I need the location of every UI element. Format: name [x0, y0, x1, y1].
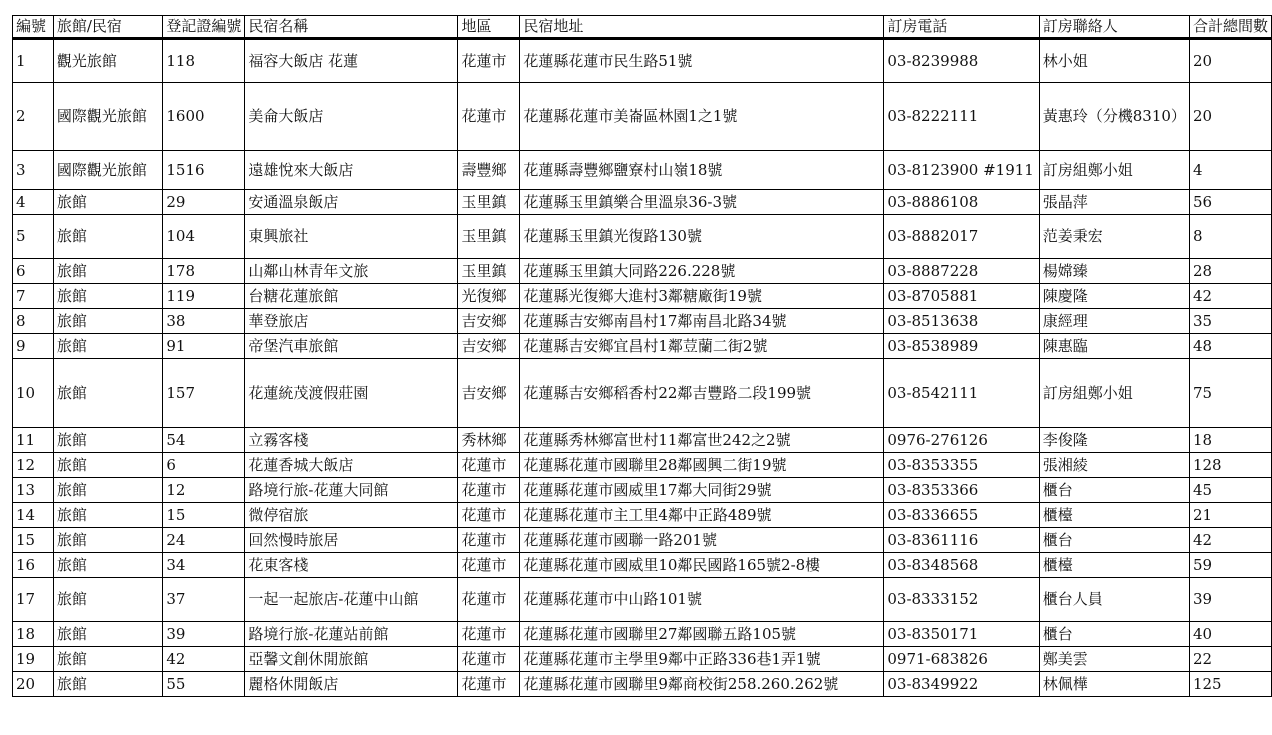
cell-rooms: 40	[1189, 622, 1271, 647]
cell-phone: 03-8886108	[884, 190, 1039, 215]
cell-contact: 訂房組鄭小姐	[1039, 359, 1189, 428]
header-name: 民宿名稱	[245, 16, 458, 39]
cell-no: 6	[13, 259, 54, 284]
header-address: 民宿地址	[520, 16, 884, 39]
cell-name: 帝堡汽車旅館	[245, 334, 458, 359]
cell-address: 花蓮縣玉里鎮樂合里溫泉36-3號	[520, 190, 884, 215]
cell-name: 微停宿旅	[245, 503, 458, 528]
cell-address: 花蓮縣花蓮市國威里17鄰大同街29號	[520, 478, 884, 503]
cell-area: 花蓮市	[458, 578, 520, 622]
table-row	[13, 553, 1272, 578]
cell-type: 旅館	[53, 503, 163, 528]
cell-name: 美侖大飯店	[245, 83, 458, 151]
cell-contact: 櫃檯	[1039, 503, 1189, 528]
cell-name: 山鄰山林青年文旅	[245, 259, 458, 284]
cell-contact: 張湘綾	[1039, 453, 1189, 478]
cell-address: 花蓮縣壽豐鄉鹽寮村山嶺18號	[520, 151, 884, 190]
cell-area: 玉里鎮	[458, 190, 520, 215]
cell-contact: 楊嫦臻	[1039, 259, 1189, 284]
cell-type: 旅館	[53, 284, 163, 309]
cell-phone: 03-8348568	[884, 553, 1039, 578]
cell-type: 旅館	[53, 334, 163, 359]
table-row	[13, 309, 1272, 334]
cell-address: 花蓮縣花蓮市主學里9鄰中正路336巷1弄1號	[520, 647, 884, 672]
cell-rooms: 18	[1189, 428, 1271, 453]
cell-rooms: 8	[1189, 215, 1271, 259]
table-row	[13, 478, 1272, 503]
header-row	[13, 16, 1272, 39]
cell-area: 秀林鄉	[458, 428, 520, 453]
cell-contact: 櫃台	[1039, 478, 1189, 503]
cell-type: 旅館	[53, 622, 163, 647]
cell-address: 花蓮縣花蓮市民生路51號	[520, 39, 884, 83]
cell-type: 國際觀光旅館	[53, 83, 163, 151]
cell-contact: 櫃台	[1039, 528, 1189, 553]
cell-contact: 訂房組鄭小姐	[1039, 151, 1189, 190]
cell-no: 9	[13, 334, 54, 359]
cell-name: 花蓮香城大飯店	[245, 453, 458, 478]
cell-registration: 55	[163, 672, 245, 697]
cell-contact: 陳慶隆	[1039, 284, 1189, 309]
cell-phone: 03-8882017	[884, 215, 1039, 259]
cell-type: 旅館	[53, 259, 163, 284]
cell-area: 光復鄉	[458, 284, 520, 309]
cell-contact: 李俊隆	[1039, 428, 1189, 453]
cell-phone: 03-8239988	[884, 39, 1039, 83]
cell-address: 花蓮縣花蓮市國聯里27鄰國聯五路105號	[520, 622, 884, 647]
cell-area: 玉里鎮	[458, 259, 520, 284]
table-row	[13, 622, 1272, 647]
cell-no: 10	[13, 359, 54, 428]
cell-phone: 03-8542111	[884, 359, 1039, 428]
cell-contact: 范姜秉宏	[1039, 215, 1189, 259]
table-body	[13, 39, 1272, 697]
cell-area: 壽豐鄉	[458, 151, 520, 190]
header-no: 編號	[13, 16, 54, 39]
cell-no: 19	[13, 647, 54, 672]
cell-registration: 29	[163, 190, 245, 215]
header-phone: 訂房電話	[884, 16, 1039, 39]
table-row	[13, 259, 1272, 284]
cell-area: 玉里鎮	[458, 215, 520, 259]
cell-rooms: 22	[1189, 647, 1271, 672]
header-type: 旅館/民宿	[53, 16, 163, 39]
cell-area: 花蓮市	[458, 478, 520, 503]
cell-no: 17	[13, 578, 54, 622]
cell-rooms: 4	[1189, 151, 1271, 190]
cell-no: 18	[13, 622, 54, 647]
cell-no: 3	[13, 151, 54, 190]
cell-name: 台糖花蓮旅館	[245, 284, 458, 309]
cell-registration: 1516	[163, 151, 245, 190]
header-contact: 訂房聯絡人	[1039, 16, 1189, 39]
table-row	[13, 151, 1272, 190]
cell-no: 16	[13, 553, 54, 578]
cell-name: 回然慢時旅居	[245, 528, 458, 553]
cell-address: 花蓮縣花蓮市美崙區林園1之1號	[520, 83, 884, 151]
cell-no: 15	[13, 528, 54, 553]
cell-phone: 03-8353366	[884, 478, 1039, 503]
cell-phone: 03-8513638	[884, 309, 1039, 334]
cell-area: 花蓮市	[458, 453, 520, 478]
table-row	[13, 39, 1272, 83]
cell-rooms: 59	[1189, 553, 1271, 578]
cell-phone: 03-8538989	[884, 334, 1039, 359]
cell-type: 旅館	[53, 478, 163, 503]
cell-contact: 櫃台	[1039, 622, 1189, 647]
cell-type: 國際觀光旅館	[53, 151, 163, 190]
cell-registration: 34	[163, 553, 245, 578]
cell-area: 花蓮市	[458, 39, 520, 83]
cell-phone: 03-8222111	[884, 83, 1039, 151]
cell-phone: 03-8350171	[884, 622, 1039, 647]
cell-phone: 03-8887228	[884, 259, 1039, 284]
cell-address: 花蓮縣秀林鄉富世村11鄰富世242之2號	[520, 428, 884, 453]
cell-registration: 178	[163, 259, 245, 284]
cell-phone: 03-8123900 #1911	[884, 151, 1039, 190]
cell-rooms: 28	[1189, 259, 1271, 284]
cell-rooms: 20	[1189, 39, 1271, 83]
cell-rooms: 42	[1189, 528, 1271, 553]
header-registration: 登記證編號	[163, 16, 245, 39]
cell-rooms: 42	[1189, 284, 1271, 309]
cell-registration: 157	[163, 359, 245, 428]
cell-area: 花蓮市	[458, 622, 520, 647]
table-row	[13, 578, 1272, 622]
cell-area: 花蓮市	[458, 647, 520, 672]
cell-address: 花蓮縣玉里鎮光復路130號	[520, 215, 884, 259]
cell-no: 13	[13, 478, 54, 503]
cell-type: 旅館	[53, 647, 163, 672]
table-row	[13, 190, 1272, 215]
cell-name: 立霧客棧	[245, 428, 458, 453]
cell-name: 亞馨文創休閒旅館	[245, 647, 458, 672]
cell-area: 吉安鄉	[458, 359, 520, 428]
cell-area: 花蓮市	[458, 553, 520, 578]
table-row	[13, 503, 1272, 528]
cell-name: 路境行旅-花蓮站前館	[245, 622, 458, 647]
cell-rooms: 35	[1189, 309, 1271, 334]
cell-rooms: 56	[1189, 190, 1271, 215]
cell-type: 旅館	[53, 428, 163, 453]
cell-name: 路境行旅-花蓮大同館	[245, 478, 458, 503]
cell-phone: 03-8361116	[884, 528, 1039, 553]
cell-no: 1	[13, 39, 54, 83]
cell-registration: 118	[163, 39, 245, 83]
header-area: 地區	[458, 16, 520, 39]
cell-phone: 03-8349922	[884, 672, 1039, 697]
cell-registration: 38	[163, 309, 245, 334]
cell-contact: 林佩樺	[1039, 672, 1189, 697]
table-row	[13, 428, 1272, 453]
cell-address: 花蓮縣花蓮市國威里10鄰民國路165號2-8樓	[520, 553, 884, 578]
cell-type: 旅館	[53, 578, 163, 622]
cell-no: 2	[13, 83, 54, 151]
cell-registration: 12	[163, 478, 245, 503]
cell-name: 一起一起旅店-花蓮中山館	[245, 578, 458, 622]
cell-no: 5	[13, 215, 54, 259]
cell-registration: 24	[163, 528, 245, 553]
cell-phone: 0971-683826	[884, 647, 1039, 672]
cell-no: 20	[13, 672, 54, 697]
cell-no: 4	[13, 190, 54, 215]
header-rooms: 合計總間數	[1189, 16, 1271, 39]
cell-rooms: 21	[1189, 503, 1271, 528]
cell-rooms: 125	[1189, 672, 1271, 697]
cell-registration: 1600	[163, 83, 245, 151]
cell-name: 遠雄悅來大飯店	[245, 151, 458, 190]
cell-address: 花蓮縣光復鄉大進村3鄰糖廠街19號	[520, 284, 884, 309]
cell-contact: 張晶萍	[1039, 190, 1189, 215]
cell-address: 花蓮縣吉安鄉南昌村17鄰南昌北路34號	[520, 309, 884, 334]
table-row	[13, 215, 1272, 259]
cell-name: 東興旅社	[245, 215, 458, 259]
cell-contact: 櫃檯	[1039, 553, 1189, 578]
cell-rooms: 39	[1189, 578, 1271, 622]
cell-name: 華登旅店	[245, 309, 458, 334]
cell-address: 花蓮縣花蓮市國聯里9鄰商校街258.260.262號	[520, 672, 884, 697]
cell-area: 花蓮市	[458, 672, 520, 697]
cell-rooms: 75	[1189, 359, 1271, 428]
cell-registration: 42	[163, 647, 245, 672]
cell-no: 7	[13, 284, 54, 309]
cell-address: 花蓮縣花蓮市國聯一路201號	[520, 528, 884, 553]
cell-type: 旅館	[53, 190, 163, 215]
cell-phone: 03-8353355	[884, 453, 1039, 478]
cell-registration: 91	[163, 334, 245, 359]
cell-registration: 54	[163, 428, 245, 453]
cell-contact: 鄭美雲	[1039, 647, 1189, 672]
cell-rooms: 45	[1189, 478, 1271, 503]
cell-area: 吉安鄉	[458, 309, 520, 334]
cell-registration: 104	[163, 215, 245, 259]
cell-registration: 15	[163, 503, 245, 528]
cell-registration: 119	[163, 284, 245, 309]
cell-registration: 6	[163, 453, 245, 478]
cell-address: 花蓮縣花蓮市主工里4鄰中正路489號	[520, 503, 884, 528]
table-row	[13, 647, 1272, 672]
table-row	[13, 359, 1272, 428]
cell-name: 安通溫泉飯店	[245, 190, 458, 215]
cell-type: 旅館	[53, 453, 163, 478]
cell-rooms: 48	[1189, 334, 1271, 359]
cell-name: 麗格休閒飯店	[245, 672, 458, 697]
cell-contact: 康經理	[1039, 309, 1189, 334]
cell-contact: 黃惠玲（分機8310）	[1039, 83, 1189, 151]
cell-type: 旅館	[53, 309, 163, 334]
cell-type: 旅館	[53, 528, 163, 553]
cell-type: 觀光旅館	[53, 39, 163, 83]
cell-phone: 0976-276126	[884, 428, 1039, 453]
cell-area: 花蓮市	[458, 83, 520, 151]
cell-phone: 03-8705881	[884, 284, 1039, 309]
cell-name: 花蓮統茂渡假莊園	[245, 359, 458, 428]
cell-type: 旅館	[53, 215, 163, 259]
cell-address: 花蓮縣吉安鄉宜昌村1鄰荳蘭二街2號	[520, 334, 884, 359]
cell-rooms: 128	[1189, 453, 1271, 478]
cell-contact: 林小姐	[1039, 39, 1189, 83]
cell-registration: 37	[163, 578, 245, 622]
cell-no: 14	[13, 503, 54, 528]
cell-no: 11	[13, 428, 54, 453]
table-row	[13, 528, 1272, 553]
cell-type: 旅館	[53, 672, 163, 697]
cell-phone: 03-8333152	[884, 578, 1039, 622]
cell-area: 花蓮市	[458, 528, 520, 553]
cell-registration: 39	[163, 622, 245, 647]
table-row	[13, 83, 1272, 151]
cell-contact: 櫃台人員	[1039, 578, 1189, 622]
table-row	[13, 334, 1272, 359]
cell-address: 花蓮縣花蓮市國聯里28鄰國興二街19號	[520, 453, 884, 478]
cell-contact: 陳惠臨	[1039, 334, 1189, 359]
cell-rooms: 20	[1189, 83, 1271, 151]
cell-no: 12	[13, 453, 54, 478]
cell-area: 吉安鄉	[458, 334, 520, 359]
table-row	[13, 672, 1272, 697]
cell-address: 花蓮縣花蓮市中山路101號	[520, 578, 884, 622]
cell-address: 花蓮縣玉里鎮大同路226.228號	[520, 259, 884, 284]
cell-area: 花蓮市	[458, 503, 520, 528]
cell-name: 福容大飯店 花蓮	[245, 39, 458, 83]
table-row	[13, 453, 1272, 478]
cell-phone: 03-8336655	[884, 503, 1039, 528]
cell-address: 花蓮縣吉安鄉稻香村22鄰吉豐路二段199號	[520, 359, 884, 428]
table-row	[13, 284, 1272, 309]
cell-type: 旅館	[53, 359, 163, 428]
cell-type: 旅館	[53, 553, 163, 578]
lodging-table	[12, 15, 1272, 697]
cell-name: 花東客棧	[245, 553, 458, 578]
cell-no: 8	[13, 309, 54, 334]
